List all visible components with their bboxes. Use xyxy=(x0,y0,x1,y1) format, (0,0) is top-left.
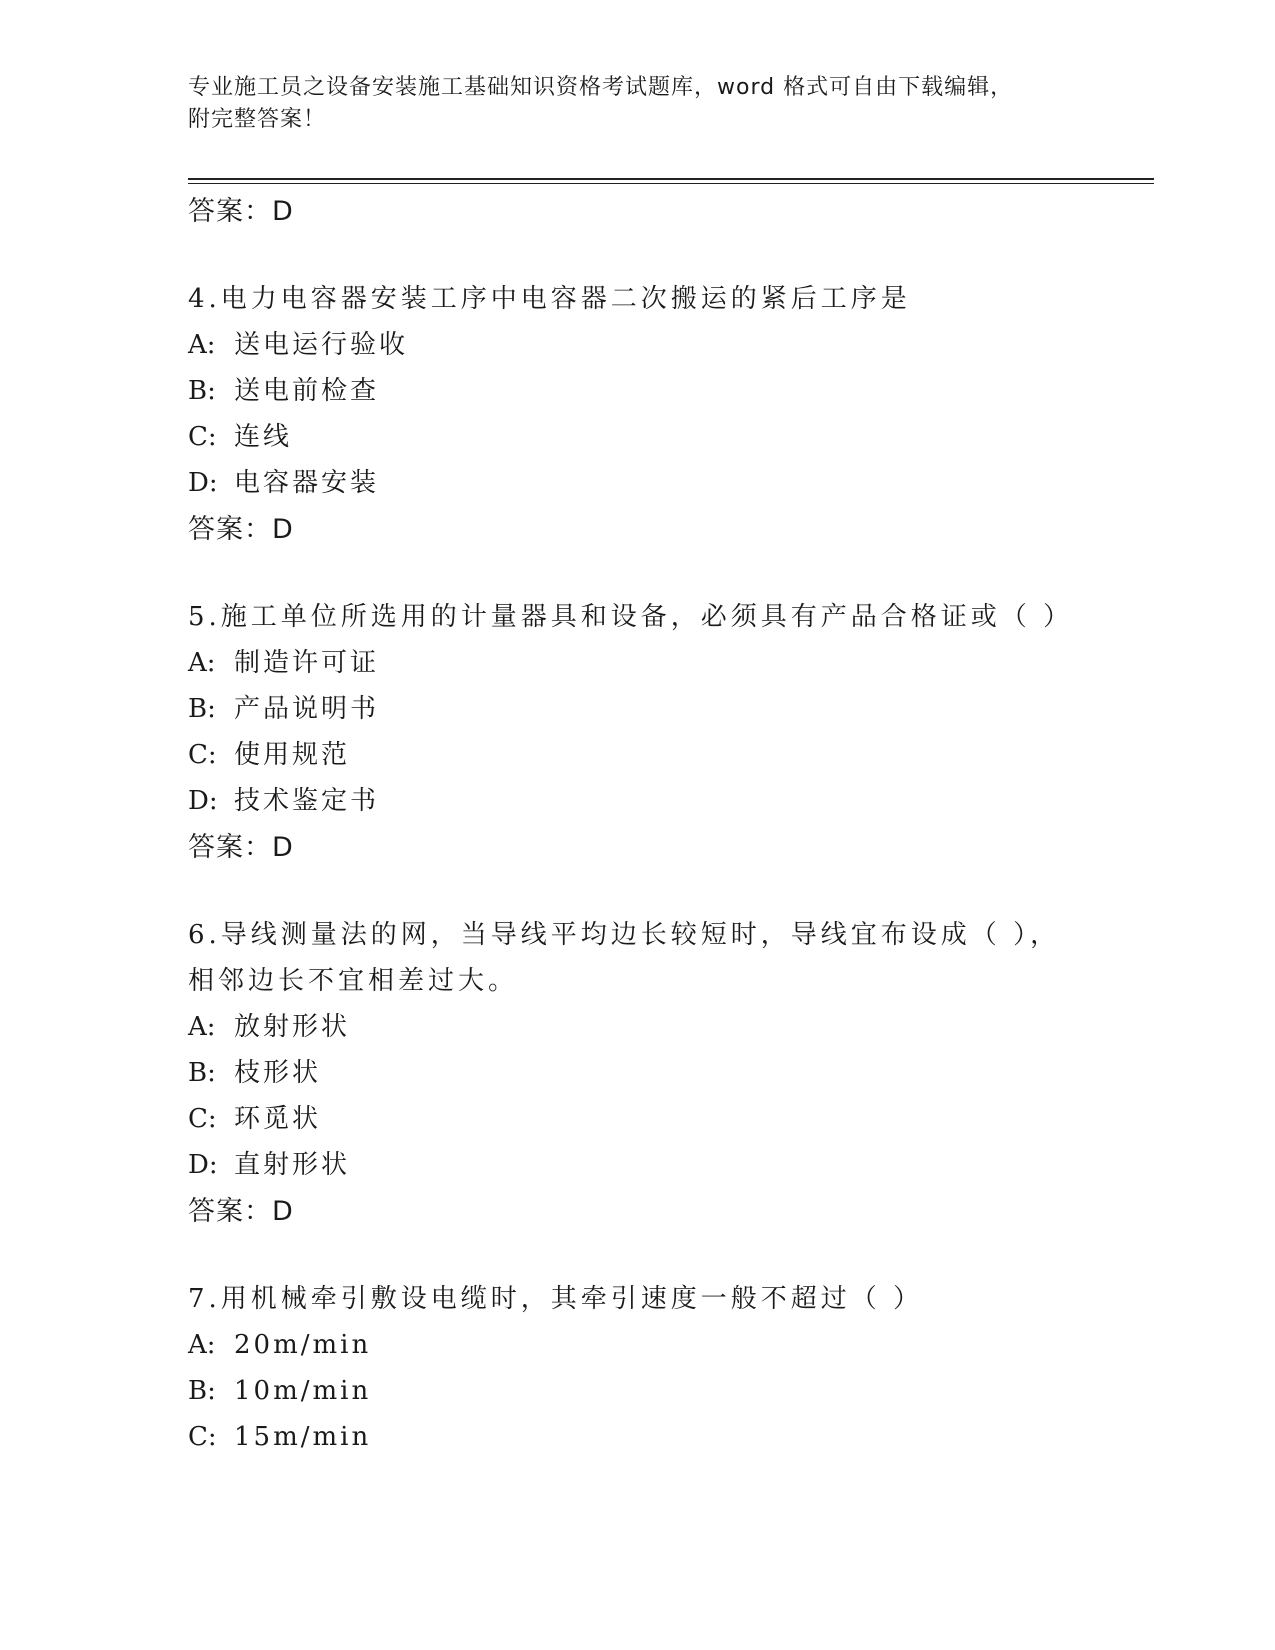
option-letter: D: xyxy=(188,786,218,816)
option-text: 15m/min xyxy=(234,1422,372,1452)
option-b xyxy=(188,686,1088,732)
header-divider-thin xyxy=(188,183,1154,184)
option-d xyxy=(188,778,1088,824)
option-c xyxy=(188,1096,1088,1142)
option-letter: B: xyxy=(188,1376,216,1406)
option-text: 10m/min xyxy=(234,1376,372,1406)
option-letter: A: xyxy=(188,1330,216,1360)
option-letter: A: xyxy=(188,1012,216,1042)
question-7 xyxy=(188,1276,1088,1460)
header-line-1: 专业施工员之设备安装施工基础知识资格考试题库，word 格式可自由下载编辑， xyxy=(188,75,1014,100)
question-stem: 7.用机械牵引敷设电缆时，其牵引速度一般不超过（ ） xyxy=(188,1284,924,1314)
option-text: 环觅状 xyxy=(234,1104,322,1134)
option-letter: A: xyxy=(188,648,216,678)
option-text: 连线 xyxy=(234,422,293,452)
option-text: 制造许可证 xyxy=(234,648,380,678)
question-5 xyxy=(188,594,1088,872)
answer-line: 答案：D xyxy=(188,832,294,863)
answer-line: 答案：D xyxy=(188,514,294,545)
answer-line: 答案：D xyxy=(188,196,294,227)
option-d xyxy=(188,460,1088,506)
option-text: 使用规范 xyxy=(234,740,351,770)
question-stem: 5.施工单位所选用的计量器具和设备，必须具有产品合格证或（ ） xyxy=(188,602,1074,632)
document-header xyxy=(188,72,1068,136)
option-a xyxy=(188,1004,1088,1050)
option-text: 产品说明书 xyxy=(234,694,380,724)
question-stem: 6.导线测量法的网，当导线平均边长较短时，导线宜布设成（ ），相邻边长不宜相差过大。 xyxy=(188,920,1061,996)
option-text: 枝形状 xyxy=(234,1058,322,1088)
option-text: 20m/min xyxy=(234,1330,372,1360)
option-b xyxy=(188,1050,1088,1096)
option-b xyxy=(188,1368,1088,1414)
question-6 xyxy=(188,912,1088,1236)
option-text: 放射形状 xyxy=(234,1012,351,1042)
option-letter: D: xyxy=(188,468,218,498)
option-text: 送电前检查 xyxy=(234,376,380,406)
document-body xyxy=(188,188,1088,1460)
option-letter: B: xyxy=(188,1058,216,1088)
option-letter: C: xyxy=(188,740,217,770)
option-c xyxy=(188,414,1088,460)
header-line-2: 附完整答案！ xyxy=(188,107,327,132)
option-letter: B: xyxy=(188,376,216,406)
option-letter: C: xyxy=(188,1422,217,1452)
option-c xyxy=(188,1414,1088,1460)
option-letter: A: xyxy=(188,330,216,360)
option-a xyxy=(188,1322,1088,1368)
option-a xyxy=(188,640,1088,686)
question-4 xyxy=(188,276,1088,554)
option-d xyxy=(188,1142,1088,1188)
option-letter: C: xyxy=(188,422,217,452)
header-divider-thick xyxy=(188,178,1154,180)
answer-line: 答案：D xyxy=(188,1196,294,1227)
option-b xyxy=(188,368,1088,414)
option-text: 技术鉴定书 xyxy=(234,786,380,816)
option-letter: D: xyxy=(188,1150,218,1180)
option-c xyxy=(188,732,1088,778)
option-text: 直射形状 xyxy=(234,1150,351,1180)
question-stem: 4.电力电容器安装工序中电容器二次搬运的紧后工序是 xyxy=(188,284,911,314)
option-text: 电容器安装 xyxy=(234,468,380,498)
option-a xyxy=(188,322,1088,368)
option-letter: C: xyxy=(188,1104,217,1134)
option-text: 送电运行验收 xyxy=(234,330,409,360)
option-letter: B: xyxy=(188,694,216,724)
